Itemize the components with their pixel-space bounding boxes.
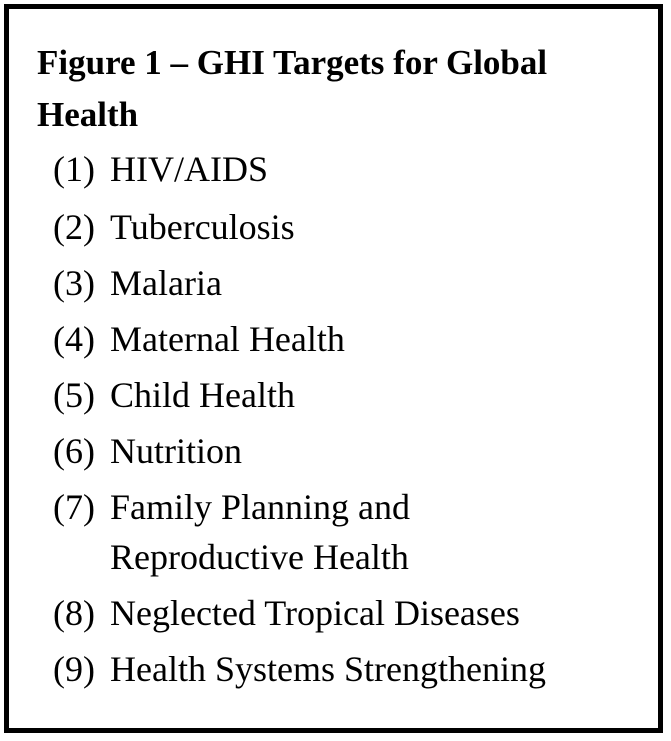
list-item xyxy=(53,314,546,370)
item-number: (4) xyxy=(53,319,95,359)
item-number: (3) xyxy=(53,263,95,303)
item-label: Neglected Tropical Diseases xyxy=(110,593,520,633)
list-item xyxy=(53,144,546,202)
list-item xyxy=(53,258,546,314)
item-label: HIV/AIDS xyxy=(110,149,268,189)
target-list xyxy=(53,144,546,700)
item-number: (1) xyxy=(53,149,95,189)
item-number: (2) xyxy=(53,207,95,247)
item-number: (6) xyxy=(53,431,95,471)
item-label: Tuberculosis xyxy=(110,207,295,247)
list-item xyxy=(53,426,546,482)
item-number: (7) xyxy=(53,487,95,527)
item-label: Maternal Health xyxy=(110,319,345,359)
list-item xyxy=(53,202,546,258)
figure-title: Figure 1 – GHI Targets for Global Health xyxy=(37,43,548,134)
item-number: (8) xyxy=(53,593,95,633)
list-item xyxy=(53,482,546,588)
list-item xyxy=(53,588,546,644)
item-label: Child Health xyxy=(110,375,295,415)
list-item xyxy=(53,370,546,426)
item-number: (9) xyxy=(53,649,95,689)
item-label: Malaria xyxy=(110,263,222,303)
item-label: Nutrition xyxy=(110,431,242,471)
item-label: Family Planning and Reproductive Health xyxy=(110,487,410,577)
figure-box xyxy=(4,4,663,733)
item-number: (5) xyxy=(53,375,95,415)
item-label: Health Systems Strengthening xyxy=(110,649,546,689)
list-item xyxy=(53,644,546,700)
